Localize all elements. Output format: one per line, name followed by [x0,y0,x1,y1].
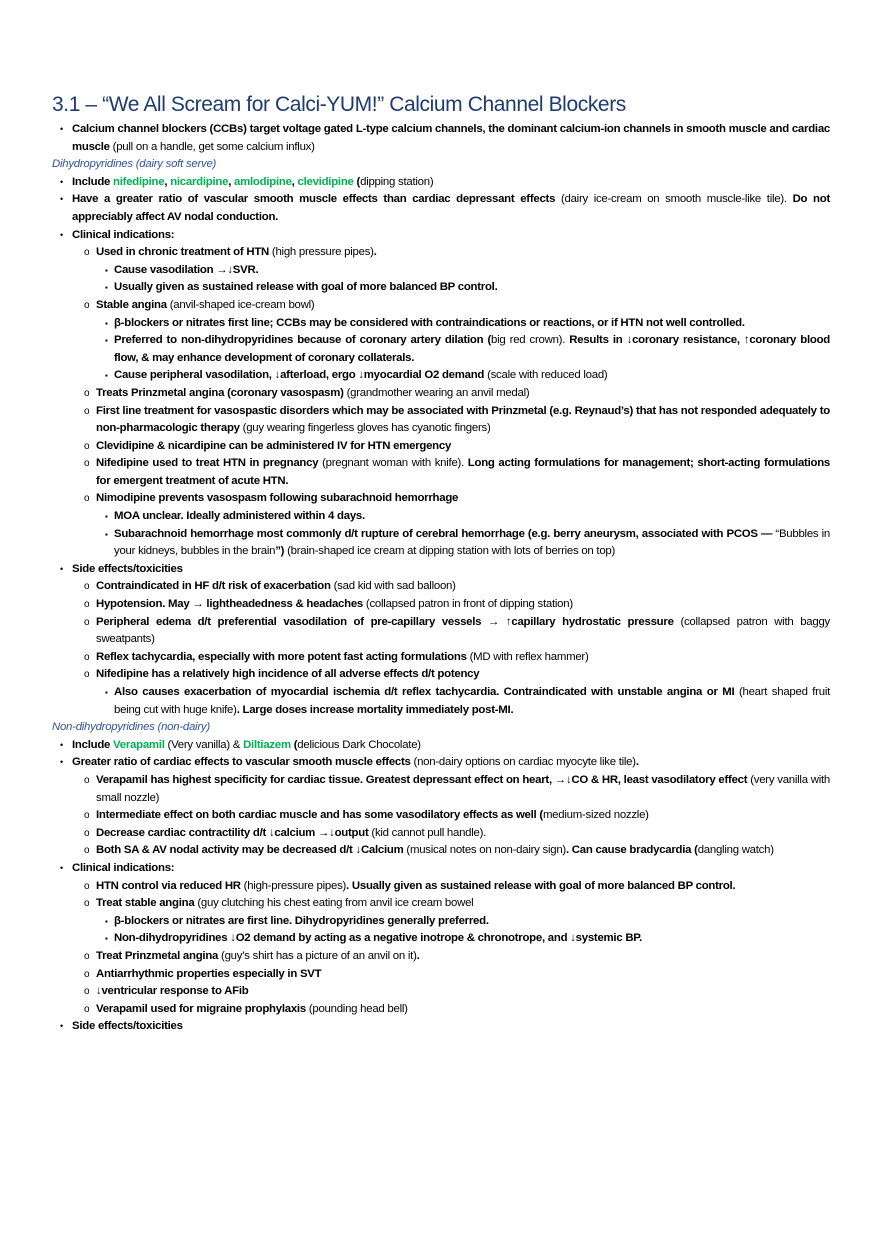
list-item [52,1001,830,1019]
text-segment: (collapsed patron with baggy sweatpants) [96,615,831,646]
bullet-icon: o [84,299,90,311]
text-segment: (guy clutching his chest eating from anvil ice cream bowel [194,897,474,910]
bullet-icon: ▪ [105,336,108,346]
bullet-icon: ▪ [105,265,108,275]
text-segment: Cause peripheral vasodilation, ↓afterload, ergo ↓myocardial O2 demand [114,369,485,382]
text-segment: Nifedipine used to treat HTN in pregnancy [96,457,319,470]
list-item [52,332,830,367]
list-item [52,279,830,297]
text-segment: Verapamil used for migraine prophylaxis [96,1002,306,1015]
text-segment: Decrease cardiac contractility d/t ↓calcium →↓output [96,826,369,839]
text-segment: Hypotension. May → lightheadedness & headaches [96,598,364,611]
list-item [52,297,830,315]
text-segment: (dairy ice-cream on smooth muscle-like tile). [555,193,793,206]
text-segment: Also causes exacerbation of myocardial ischemia d/t reflex tachycardia. Contraindicated with unstable angina or MI [114,686,735,698]
list-item [52,860,830,878]
list-item [52,983,830,1001]
text-segment: (heart shaped fruit being cut with huge knife) [114,686,831,716]
bullet-icon: o [84,880,90,892]
list-item [52,807,830,825]
text-segment: Treats Prinzmetal angina (coronary vasospasm) [96,386,344,399]
list-item [52,526,830,561]
bullet-icon: • [60,563,63,574]
text-segment: Stable angina [96,298,167,311]
bullet-icon: o [84,651,90,663]
text-segment: Peripheral edema d/t preferential vasodilation of pre-capillary vessels → ↑capillary hydrostatic pressure [96,615,674,628]
bullet-icon: ▪ [105,529,108,539]
bullet-icon: ▪ [105,371,108,381]
text-segment: (pull on a handle, get some calcium influx) [109,140,315,153]
text-segment: , [164,175,171,188]
text-segment: First line treatment for vasospastic disorders which may be associated with Prinzmetal (e.g. Reynaud’s) that has not responded adequately to non-pharmacologic therapy [96,404,830,435]
text-segment: Contraindicated in HF d/t risk of exacerbation [96,580,331,593]
list-item [52,878,830,896]
bullet-icon: o [84,405,90,417]
text-segment: Calcium channel blockers (CCBs) target voltage gated L-type calcium channels, the dominant calcium-ion channels in smooth muscle and cardiac muscle [72,123,830,153]
list-item [52,578,830,596]
text-segment: β-blockers or nitrates first line; CCBs may be considered with contraindications or reactions, or if HTN not well controlled. [114,316,745,329]
list-item [52,930,830,948]
text-segment: (pregnant woman with knife). [318,457,468,470]
bullet-icon: ▪ [105,916,108,926]
bullet-icon: o [84,986,90,998]
bullet-icon: o [84,827,90,839]
text-segment: ( [353,175,361,188]
text-segment: (Very vanilla) & [164,738,244,751]
text-segment: (musical notes on non-dairy sign) [403,844,566,857]
text-segment: (very vanilla with small nozzle) [96,773,830,804]
list-item [52,385,830,403]
list-item [52,438,830,456]
text-segment: , [228,175,235,188]
text-segment: . Usually given as sustained release with goal of more balanced BP control. [346,879,736,892]
bullet-icon: o [84,247,90,259]
text-segment: dangling watch) [697,844,774,857]
list-item [52,754,830,772]
text-segment: (high pressure pipes) [269,246,374,259]
section-subheading [52,719,830,737]
list-item [52,244,830,262]
text-segment: Preferred to non-dihydropyridines because of coronary artery dilation ( [114,334,492,347]
text-segment: β-blockers or nitrates are first line. Dihydropyridines generally preferred. [114,914,489,927]
drug-name: clevidipine [297,175,354,188]
text-segment: HTN control via reduced HR [96,879,241,892]
bullet-icon: • [60,1021,63,1032]
text-segment: MOA unclear. Ideally administered within 4 days. [114,510,365,523]
text-segment: (guy’s shirt has a picture of an anvil on it) [218,949,417,962]
bullet-icon: o [84,616,90,628]
bullet-icon: o [84,599,90,611]
list-item [52,649,830,667]
bullet-icon: ▪ [105,934,108,944]
text-segment: (scale with reduced load) [484,369,608,382]
text-segment: Intermediate effect on both cardiac muscle and has some vasodilatory effects as well ( [96,809,543,822]
bullet-icon: • [60,862,63,873]
bullet-icon: o [84,458,90,470]
text-segment: delicious Dark Chocolate) [297,738,421,751]
text-segment: Non-dihydropyridines ↓O2 demand by acting as a negative inotrope & chronotrope, and ↓systemic BP. [114,932,643,945]
text-segment: big red crown). [491,334,570,347]
bullet-icon: • [60,194,63,205]
drug-name: nifedipine [113,175,165,188]
drug-name: amlodipine [234,175,292,188]
text-segment: Both SA & AV nodal activity may be decreased d/t ↓Calcium [96,844,404,857]
text-segment: . Large doses increase mortality immediately post-MI. [236,703,514,716]
text-segment: (kid cannot pull handle). [368,826,487,839]
bullet-icon: • [60,739,63,750]
text-segment: (grandmother wearing an anvil medal) [343,386,530,399]
bullet-icon: o [84,950,90,962]
text-segment: . Can cause bradycardia ( [565,844,698,857]
list-item [52,561,830,579]
list-item [52,966,830,984]
text-segment: Have a greater ratio of vascular smooth muscle effects than cardiac depressant effects [72,193,556,206]
page-title: 3.1 – “We All Scream for Calci-YUM!” Calcium Channel Blockers [52,93,626,116]
text-segment: (non-dairy options on cardiac myocyte like tile) [410,756,636,769]
text-segment: (brain-shaped ice cream at dipping station with lots of berries on top) [284,545,616,558]
bullet-icon: ▪ [105,688,108,697]
text-segment: Clevidipine & nicardipine can be administered IV for HTN emergency [96,439,452,452]
text-segment: , [291,175,298,188]
bullet-icon: • [60,176,63,187]
text-segment: Usually given as sustained release with goal of more balanced BP control. [114,281,498,294]
text-segment: Include [72,738,114,751]
list-item [52,403,830,438]
text-segment: Non-dihydropyridines (non-dairy) [52,721,210,734]
text-segment: medium-sized nozzle) [542,809,649,822]
list-item [52,737,830,755]
list-item [52,772,830,807]
list-item [52,174,830,192]
list-item [52,948,830,966]
text-segment: (collapsed patron in front of dipping station) [363,598,573,611]
bullet-icon: o [84,898,90,910]
text-segment: Subarachnoid hemorrhage most commonly d/t rupture of cerebral hemorrhage (e.g. berry aneurysm, associated with PCOS — [114,527,776,540]
text-segment: Clinical indications: [72,861,175,874]
text-segment: Long acting formulations for management; short-acting formulations for emergent treatment of acute HTN. [96,457,830,487]
text-segment: Clinical indications: [72,228,175,241]
bullet-icon: o [84,581,90,593]
bullet-icon: o [84,810,90,822]
text-segment: (MD with reflex hammer) [466,650,589,663]
bullet-icon: o [84,1003,90,1015]
text-segment: Verapamil has highest specificity for cardiac tissue. Greatest depressant effect on heart, →↓CO & HR, least vasodilatory effect [96,773,748,786]
document-page [52,92,830,1036]
list-item [52,191,830,226]
section-subheading [52,156,830,174]
bullet-icon: ▪ [105,512,108,522]
text-segment: Nifedipine has a relatively high incidence of all adverse effects d/t potency [96,668,480,681]
text-segment: Used in chronic treatment of HTN [96,246,270,259]
text-segment: dipping station) [360,175,434,188]
text-segment: Treat stable angina [96,897,195,910]
text-segment: . [373,246,377,259]
bullet-icon: ▪ [105,318,108,328]
drug-name: Verapamil [113,738,165,751]
text-segment: “Bubbles in your kidneys, bubbles in the brain [114,527,830,558]
text-segment: Treat Prinzmetal angina [96,949,219,962]
list-item [52,121,830,156]
list-item [52,490,830,508]
text-segment: Side effects/toxicities [72,562,183,575]
list-item [52,614,830,649]
text-segment: (sad kid with sad balloon) [330,580,456,593]
bullet-icon: • [60,757,63,768]
text-segment: Side effects/toxicities [72,1020,183,1033]
bullet-icon: o [84,493,90,505]
text-segment: ↓ventricular response to AFib [96,985,249,998]
text-segment: (anvil-shaped ice-cream bowl) [166,298,315,311]
text-segment: . [416,949,420,962]
drug-name: Diltiazem [243,738,291,751]
text-segment: Nimodipine prevents vasospasm following subarachnoid hemorrhage [96,492,459,505]
bullet-icon: o [84,774,90,786]
list-item [52,508,830,526]
list-item [52,596,830,614]
text-segment: (pounding head bell) [305,1002,408,1015]
list-item [52,895,830,913]
bullet-icon: • [60,229,63,240]
list-item [52,455,830,490]
list-item [52,315,830,333]
list-item [52,913,830,931]
list-item [52,684,830,719]
text-segment: Reflex tachycardia, especially with more potent fast acting formulations [96,650,467,663]
bullet-icon: o [84,669,90,681]
bullet-icon: o [84,968,90,980]
list-item [52,227,830,245]
text-segment: Results in ↓coronary resistance, ↑coronary blood flow, & may enhance development of coronary collaterals. [114,334,830,364]
list-item [52,825,830,843]
text-segment: (high-pressure pipes) [240,879,347,892]
bullet-icon: o [84,440,90,452]
text-segment: Do not appreciably affect AV nodal conduction. [72,193,830,223]
bullet-icon: ▪ [105,283,108,293]
text-segment: Dihydropyridines (dairy soft serve) [52,158,217,171]
list-item [52,367,830,385]
text-segment: Cause vasodilation →↓SVR. [114,263,259,276]
list-item [52,842,830,860]
text-segment: . [635,756,639,769]
text-segment: ”) [275,545,285,558]
text-segment: Antiarrhythmic properties especially in SVT [96,967,322,980]
text-segment: (guy wearing fingerless gloves has cyanotic fingers) [239,422,491,435]
text-segment: Include [72,175,114,188]
bullet-icon: • [60,124,63,134]
document-body [52,121,830,1036]
list-item [52,1018,830,1036]
bullet-icon: o [84,387,90,399]
list-item [52,666,830,684]
text-segment: Greater ratio of cardiac effects to vascular smooth muscle effects [72,756,411,769]
list-item [52,262,830,280]
drug-name: nicardipine [170,175,229,188]
bullet-icon: o [84,845,90,857]
text-segment: ( [290,738,298,751]
